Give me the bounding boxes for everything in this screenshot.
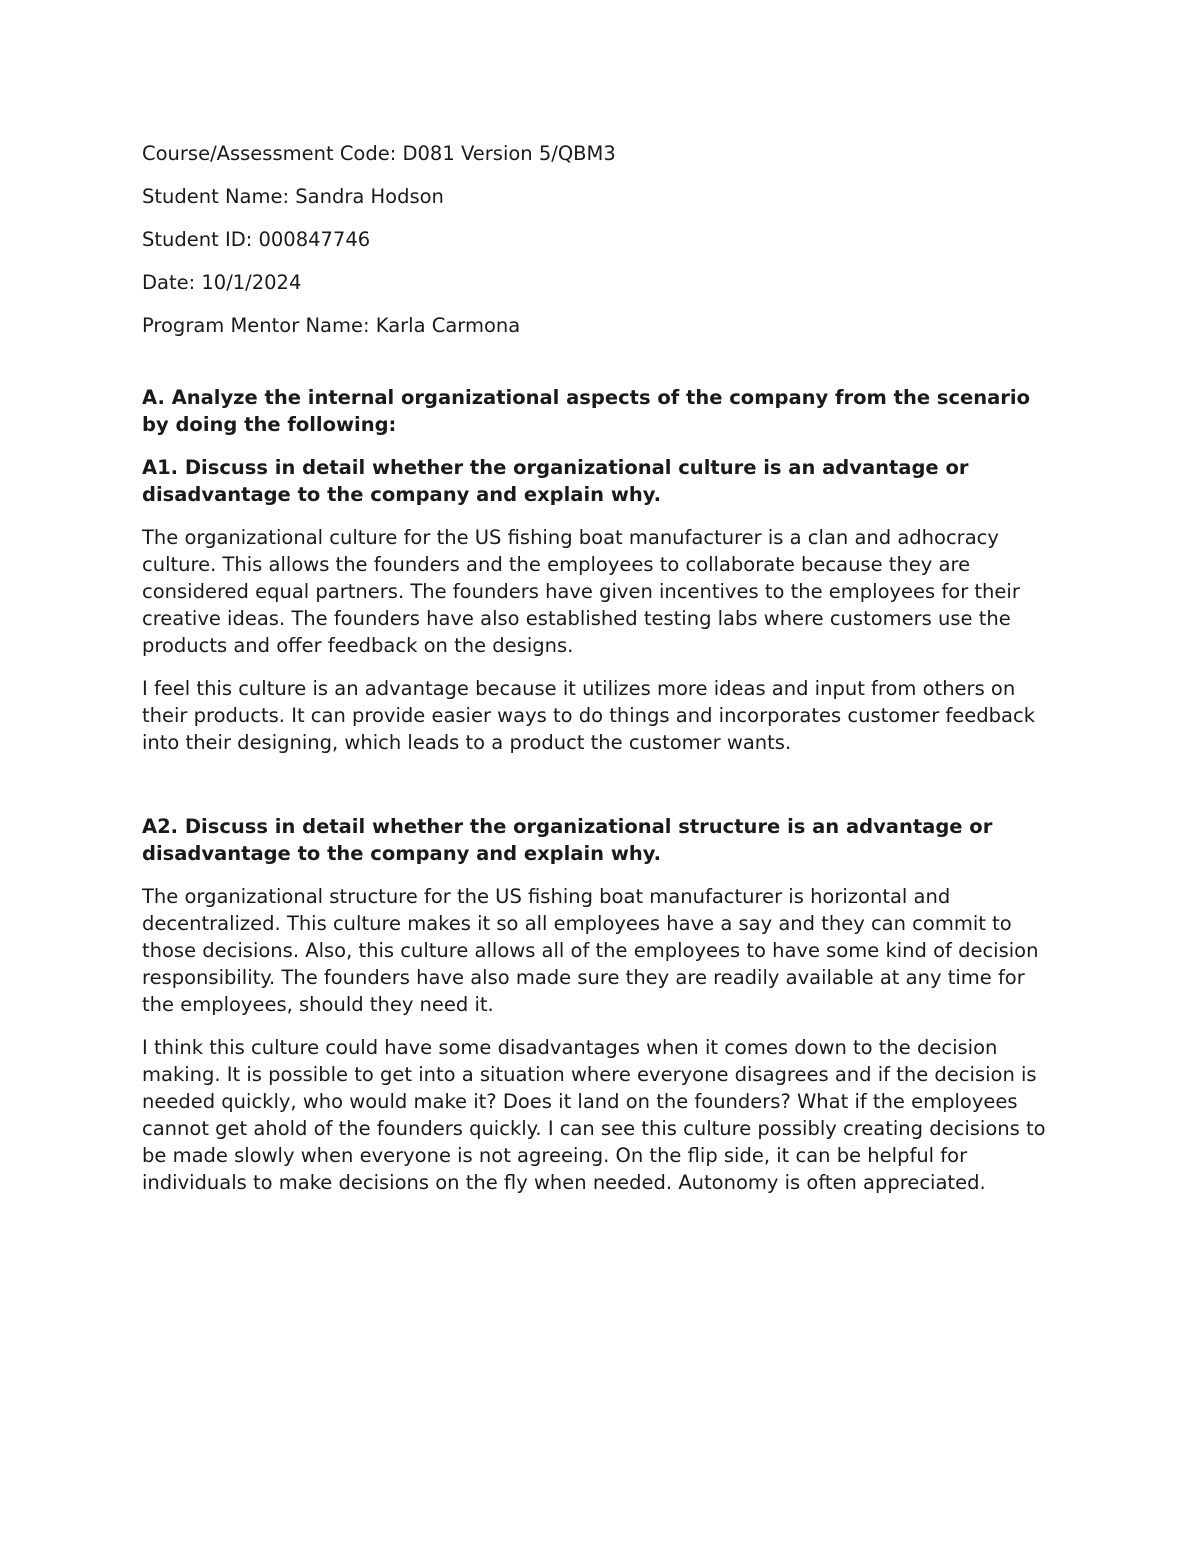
a1-heading: A1. Discuss in detail whether the organizational culture is an advantage or disadvantage to the company and explain why. xyxy=(142,456,969,506)
a1-paragraph-1: The organizational culture for the US fishing boat manufacturer is a clan and adhocracy culture. This allows the founders and the employees to collaborate because they are considered equal partners. The founders have given incentives to the employees for their creative ideas. The founders have also established testing labs where customers use the products and offer feedback on the designs. xyxy=(142,526,1020,657)
a1-paragraph-2: I feel this culture is an advantage because it utilizes more ideas and input from others on their products. It can provide easier ways to do things and incorporates customer feedback into their designing, which leads to a product the customer wants. xyxy=(142,677,1035,754)
a2-heading: A2. Discuss in detail whether the organizational structure is an advantage or disadvantage to the company and explain why. xyxy=(142,815,993,865)
a2-paragraph-1: The organizational structure for the US fishing boat manufacturer is horizontal and decentralized. This culture makes it so all employees have a say and they can commit to those decisions. Also, this culture allows all of the employees to have some kind of decision responsibility. The founders have also made sure they are readily available at any time for the employees, should they need it. xyxy=(142,885,1039,1016)
course-code: Course/Assessment Code: D081 Version 5/QBM3 xyxy=(142,142,616,165)
section-a-heading: A. Analyze the internal organizational aspects of the company from the scenario by doing the following: xyxy=(142,386,1030,436)
student-id: Student ID: 000847746 xyxy=(142,228,371,251)
a2-paragraph-2: I think this culture could have some disadvantages when it comes down to the decision making. It is possible to get into a situation where everyone disagrees and if the decision is needed quickly, who would make it? Does it land on the founders? What if the employees cannot get ahold of the founders quickly. I can see this culture possibly creating decisions to be made slowly when everyone is not agreeing. On the flip side, it can be helpful for individuals to make decisions on the fly when needed. Autonomy is often appreciated. xyxy=(142,1036,1046,1194)
student-name: Student Name: Sandra Hodson xyxy=(142,185,444,208)
document-body xyxy=(142,140,1062,1212)
date: Date: 10/1/2024 xyxy=(142,271,302,294)
program-mentor: Program Mentor Name: Karla Carmona xyxy=(142,314,521,337)
